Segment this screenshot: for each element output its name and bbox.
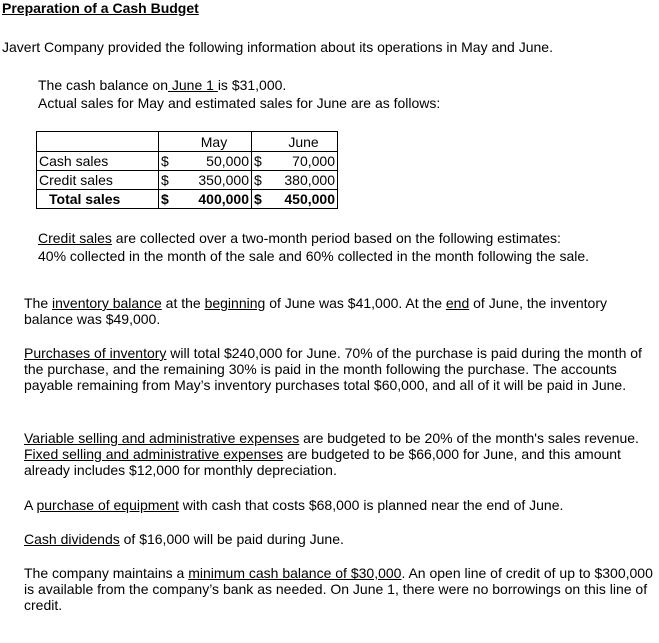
purchases-paragraph: Purchases of inventory will total $240,000 for June. 70% of the purchase is paid during the month of the purchase, and the remaining 30% is paid in the month following the purchase. The accounts payable remaining from May’s inventory purchases total $60,000, and all of it will be paid in June. bbox=[24, 345, 642, 393]
collections-line-1: Credit sales are collected over a two-month period based on the following estimates: bbox=[38, 230, 561, 246]
inventory-paragraph: The inventory balance at the beginning of June was $41,000. At the end of June, the inventory balance was $49,000. bbox=[24, 295, 608, 327]
equipment-paragraph: A purchase of equipment with cash that costs $68,000 is planned near the end of June. bbox=[24, 497, 564, 513]
cash-balance-text: The cash balance on June 1 is $31,000. bbox=[38, 77, 287, 93]
row-label: Cash sales bbox=[37, 152, 159, 171]
may-value: 50,000 bbox=[177, 152, 252, 171]
sales-table-header bbox=[37, 132, 338, 152]
sales-table bbox=[36, 131, 338, 209]
total-label: Total sales bbox=[37, 190, 159, 209]
may-total: 400,000 bbox=[177, 190, 252, 209]
header-may: May bbox=[177, 132, 252, 152]
june-value: 70,000 bbox=[270, 152, 338, 171]
row-label: Credit sales bbox=[37, 171, 159, 190]
june-value: 380,000 bbox=[270, 171, 338, 190]
page-title: Preparation of a Cash Budget bbox=[2, 0, 199, 16]
table-row bbox=[37, 171, 338, 190]
intro-text: Javert Company provided the following information about its operations in May and June. bbox=[2, 39, 553, 55]
june-1-underlined: June 1 bbox=[167, 77, 218, 93]
minimum-cash-paragraph: The company maintains a minimum cash balance of $30,000. An open line of credit of up to $300,000 is available from the company’s bank as needed. On June 1, there were no borrowings on this line of credit. bbox=[24, 565, 653, 613]
june-total: 450,000 bbox=[270, 190, 338, 209]
currency-symbol: $ bbox=[159, 171, 178, 190]
currency-symbol: $ bbox=[252, 152, 271, 171]
header-june: June bbox=[270, 132, 338, 152]
sales-intro-text: Actual sales for May and estimated sales for June are as follows: bbox=[38, 95, 441, 111]
expenses-paragraph: Variable selling and administrative expenses are budgeted to be 20% of the month's sales revenue. Fixed selling and administrative expenses are budgeted to be $66,000 for June, and this amount already includes $12,000 for monthly depreciation. bbox=[24, 430, 639, 478]
collections-line-2: 40% collected in the month of the sale and 60% collected in the month following the sale. bbox=[38, 248, 590, 264]
currency-symbol: $ bbox=[252, 190, 271, 209]
dividends-paragraph: Cash dividends of $16,000 will be paid during June. bbox=[24, 531, 344, 547]
total-row bbox=[37, 190, 338, 209]
currency-symbol: $ bbox=[252, 171, 271, 190]
table-row bbox=[37, 152, 338, 171]
currency-symbol: $ bbox=[159, 190, 178, 209]
currency-symbol: $ bbox=[159, 152, 178, 171]
may-value: 350,000 bbox=[177, 171, 252, 190]
